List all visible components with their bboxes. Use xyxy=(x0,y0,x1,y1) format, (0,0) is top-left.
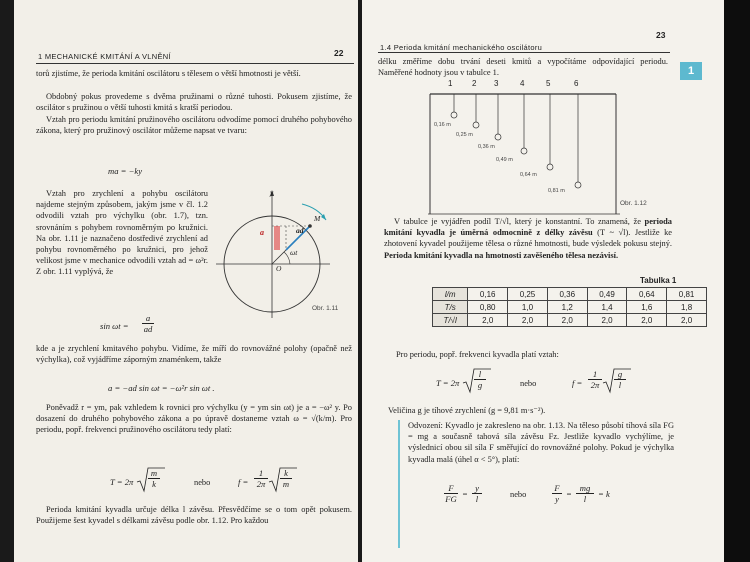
table-cell: 2,0 xyxy=(667,314,707,327)
paragraph-2-bold-b: perioda kmitání kyvadla je úměrná odmocnině z délky závěsu xyxy=(384,217,672,238)
table-row xyxy=(433,314,707,327)
pendulum-number-1: 1 xyxy=(448,79,453,88)
eq-freq-rnum: k xyxy=(280,469,292,479)
eq-k-tail: = k xyxy=(598,489,610,499)
pendulum-length-3: 0,36 m xyxy=(478,144,495,150)
pendulums-figure xyxy=(428,84,624,216)
eq-or-word: nebo xyxy=(520,379,537,388)
page-number: 23 xyxy=(656,30,666,40)
paragraph-3: Pro periodu, popř. frekvenci kyvadla platí vztah: xyxy=(396,350,559,359)
chapter-header: 1 MECHANICKÉ KMITÁNÍ A VLNĚNÍ xyxy=(38,52,171,61)
paragraph-4: Veličina g je tíhové zrychlení (g = 9,81 m·s⁻²). xyxy=(388,406,546,415)
table-cell: 2,0 xyxy=(547,314,587,327)
left-page xyxy=(14,0,358,562)
eq-k-num: F xyxy=(552,484,562,494)
figure-caption: Obr. 1.12 xyxy=(620,200,647,207)
paragraph-4: Vztah pro zrychlení a pohybu oscilátoru najdeme stejným způsobem, jakým jsme v čl. 1.2 odvodili vztah pro výchylku (obr. 1.7), tzn. srovnáním s pohybem rovnoměrným po kružnici. Na obr. 1.11 je naznačeno dostředivé zrychlení ad pohybu rovnoměrného po kružnici, pro jehož velikost jsme v mechanice odvodili vztah ad = ω²r. Z obr. 1.11 vyplývá, že xyxy=(36,189,208,277)
section-header: 1.4 Perioda kmitání mechanického oscilátoru xyxy=(380,43,543,52)
angle-label: ωt xyxy=(290,248,298,257)
eq-ratio-rnum: y xyxy=(472,484,482,494)
table-cell: 1,0 xyxy=(508,301,548,314)
page-edge-shadow xyxy=(724,0,750,562)
measurement-table xyxy=(432,287,707,327)
equation-acceleration: a = −ad sin ωt = −ω²r sin ωt . xyxy=(108,383,215,393)
figure-caption: Obr. 1.11 xyxy=(312,305,339,312)
table-cell: 0,80 xyxy=(468,301,508,314)
pendulum-length-1: 0,16 m xyxy=(434,122,451,128)
equation-sin-num: a xyxy=(142,314,154,324)
table-cell: 0,49 xyxy=(587,288,627,301)
table-row xyxy=(433,301,707,314)
eq-ratio-den: FG xyxy=(445,494,457,504)
eq-freq-den: 2π xyxy=(256,479,266,489)
table-cell: 2,0 xyxy=(587,314,627,327)
pendulum-number-2: 2 xyxy=(472,79,477,88)
chapter-tab: 1 xyxy=(680,62,702,80)
eq-freq-num: 1 xyxy=(254,469,268,479)
eq-pendulum-period-num: l xyxy=(474,370,486,380)
eq-pendulum-period-den: g xyxy=(477,380,483,390)
paragraph-2: Obdobný pokus provedeme s dvěma pružinami o různé tuhosti. Pokusem zjistíme, že oscilátor s pružinou o větší tuhosti kmitá s kratší periodou. xyxy=(36,92,352,113)
pendulum-length-4: 0,49 m xyxy=(496,157,513,163)
accel-ad-label: ad xyxy=(296,226,304,235)
table-row xyxy=(433,288,707,301)
paragraph-5: kde a je zrychlení kmitavého pohybu. Vidíme, že míří do rovnovážné polohy (opačně než výchylka), což vyjádříme záporným znaménkem, takže xyxy=(36,344,352,365)
table-cell: 0,16 xyxy=(468,288,508,301)
eq-period-den: k xyxy=(152,479,156,489)
table-cell: 0,36 xyxy=(547,288,587,301)
accel-a-label: a xyxy=(260,228,264,237)
header-rule xyxy=(378,52,670,53)
table-cell: 0,81 xyxy=(667,288,707,301)
eq-or-word: nebo xyxy=(194,478,211,487)
eq-period-num: m xyxy=(148,469,160,479)
page-number: 22 xyxy=(334,48,344,58)
table-cell: 0,64 xyxy=(627,288,667,301)
table-cell: 1,8 xyxy=(667,301,707,314)
derivation-box xyxy=(398,420,676,548)
pendulum-number-4: 4 xyxy=(520,79,525,88)
pendulum-number-6: 6 xyxy=(574,79,579,88)
eq-k-rnum: mg xyxy=(576,484,594,494)
paragraph-7: Perioda kmitání kyvadla určuje délka l závěsu. Přesvědčíme se o tom opět pokusem. Použijeme šest kyvadel s délkami závěsu podle obr. 1.12. Pro každou xyxy=(36,505,352,526)
point-m-label: M xyxy=(314,214,321,223)
table-cell: 1,4 xyxy=(587,301,627,314)
table-cell: 1,2 xyxy=(547,301,587,314)
eq-or-word: nebo xyxy=(510,490,527,499)
eq-ratio-num: F xyxy=(444,484,458,494)
y-axis-label: y xyxy=(270,188,274,197)
equation-sin-den: ad xyxy=(143,324,153,334)
eq-freq-lhs: f = xyxy=(238,477,249,487)
eq-pendulum-freq-rden: l xyxy=(618,380,622,390)
eq-period-lhs: T = 2π xyxy=(110,477,134,487)
pendulum-number-3: 3 xyxy=(494,79,499,88)
eq-k-rden: l xyxy=(583,494,587,504)
right-page xyxy=(362,0,724,562)
pendulum-length-2: 0,25 m xyxy=(456,132,473,138)
pendulum-length-5: 0,64 m xyxy=(520,172,537,178)
eq-pendulum-freq-num: 1 xyxy=(588,370,602,380)
table-cell: 2,0 xyxy=(468,314,508,327)
equation-sin-lhs: sin ωt = xyxy=(100,321,129,331)
pendulum-number-5: 5 xyxy=(546,79,551,88)
derivation-text: Odvození: Kyvadlo je zakresleno na obr. 1.13. Na těleso působí tíhová síla FG = mg a současně tahová síla závěsu Fz. Jestliže kyvadlo vychýlíme, je výslednicí obou sil síla F směřující do rovnovážné polohy. Pokud je výchylka kyvadla malá (úhel α < 5°), platí: xyxy=(408,421,674,464)
table-cell: 0,25 xyxy=(508,288,548,301)
eq-pendulum-freq-rnum: g xyxy=(614,370,626,380)
paragraph-2-bold-d: Perioda kmitání kyvadla na hmotnosti zavěšeného tělesa nezávisí. xyxy=(384,250,619,260)
paragraph-1: torů zjistíme, že perioda kmitání oscilátoru s tělesem o větší hmotnosti je větší. xyxy=(36,69,301,78)
paragraph-2-text-c: (T ~ √l). Jestliže ke zhotovení kyvadel použijeme tělesa o různé hmotnosti, bude výsledek pokusu stejný. xyxy=(384,228,672,249)
table-cell: T/s xyxy=(433,301,468,314)
eq-pendulum-period-lhs: T = 2π xyxy=(436,378,460,388)
paragraph-2 xyxy=(384,216,672,261)
table-cell: T/√l xyxy=(433,314,468,327)
eq-ratio-rden: l xyxy=(475,494,479,504)
table-cell: 2,0 xyxy=(508,314,548,327)
eq-pendulum-freq-lhs: f = xyxy=(572,378,583,388)
eq-k-equals: = xyxy=(566,489,572,499)
table-cell: 1,6 xyxy=(627,301,667,314)
paragraph-3: Vztah pro periodu kmitání pružinového oscilátoru odvodíme pomocí druhého pohybového zákona, který pro pružinový oscilátor můžeme napsat ve tvaru: xyxy=(36,115,352,136)
equation-newton: ma = −ky xyxy=(108,166,143,176)
pendulum-length-6: 0,81 m xyxy=(548,188,565,194)
table-cell: 2,0 xyxy=(627,314,667,327)
paragraph-2-text-a: V tabulce je vyjádřen podíl T/√l, který je konstantní. To znamená, že xyxy=(394,217,645,226)
paragraph-6: Poněvadž r = ym, pak vzhledem k rovnici pro výchylku (y = ym sin ωt) je a = −ω² y. Po dosazení do druhého pohybového zákona a po úpravě dostaneme vztah ω = √(k/m). Pro periodu, popř. frekvenci pružinového oscilátoru tedy platí: xyxy=(36,403,352,435)
origin-label: O xyxy=(276,264,282,273)
table-title: Tabulka 1 xyxy=(640,276,677,285)
header-rule xyxy=(36,63,354,64)
paragraph-1: délku změříme dobu trvání deseti kmitů a vypočítáme odpovídající periodu. Naměřené hodnoty jsou v tabulce 1. xyxy=(378,57,668,78)
eq-ratio-equals: = xyxy=(462,489,468,499)
eq-pendulum-freq-den: 2π xyxy=(590,380,600,390)
eq-k-den: y xyxy=(555,494,559,504)
table-cell: l/m xyxy=(433,288,468,301)
eq-freq-rden: m xyxy=(282,479,290,489)
